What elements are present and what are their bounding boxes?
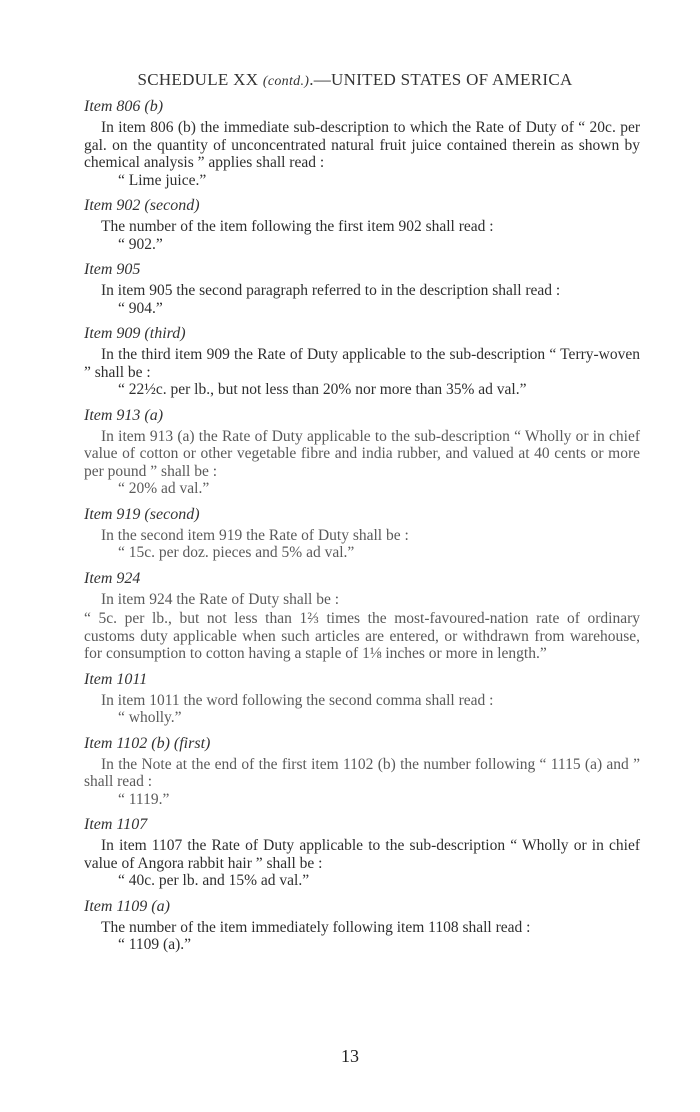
item-quote: “ 22½c. per lb., but not less than 20% nor more than 35% ad val.”: [118, 381, 527, 398]
item-1109a: [84, 897, 640, 954]
item-paragraph: The number of the item immediately following item 1108 shall read :: [101, 918, 531, 936]
item-paragraph: In item 806 (b) the immediate sub-description to which the Rate of Duty of “ 20c. per gal. on the quantity of unconcentrated natural fruit juice contained therein as shown by chemical analysis ” applies shall read :: [84, 119, 640, 171]
item-quote: “ wholly.”: [118, 709, 182, 726]
item-paragraph: In item 924 the Rate of Duty shall be :: [101, 590, 340, 608]
item-924: [84, 569, 640, 663]
item-paragraph: The number of the item following the first item 902 shall read :: [101, 218, 494, 235]
item-heading: Item 1109 (a): [84, 897, 170, 915]
item-paragraph: In item 1011 the word following the second comma shall read :: [101, 691, 494, 709]
header-title-prefix: SCHEDULE XX: [137, 70, 263, 89]
item-heading: Item 924: [84, 569, 141, 587]
item-paragraph: In the Note at the end of the first item 1102 (b) the number following “ 1115 (a) and ” shall read :: [84, 755, 640, 790]
item-heading: Item 902 (second): [84, 197, 200, 214]
item-1102b-first: [84, 734, 640, 809]
item-919-second: [84, 505, 640, 562]
item-quote: “ 20% ad val.”: [118, 480, 210, 497]
item-paragraph: In the third item 909 the Rate of Duty applicable to the sub-description “ Terry-woven ” shall be :: [84, 346, 640, 381]
item-806b: [84, 97, 640, 189]
item-quote-block: “ 5c. per lb., but not less than 1⅔ times the most-favoured-nation rate of ordinary customs duty applicable when such articles are entered, or withdrawn from warehouse, for consumption to cotton having a staple of 1⅛ inches or more in length.”: [84, 610, 640, 662]
item-heading: Item 919 (second): [84, 505, 200, 523]
item-heading: Item 1011: [84, 670, 148, 688]
item-heading: Item 1107: [84, 816, 148, 833]
item-quote: “ 1109 (a).”: [118, 936, 192, 953]
item-heading: Item 905: [84, 261, 141, 278]
item-quote: “ 904.”: [118, 299, 163, 317]
item-heading: Item 806 (b): [84, 98, 164, 115]
item-902-second: [84, 196, 640, 253]
item-1011: [84, 670, 640, 727]
item-905: [84, 260, 640, 317]
item-paragraph: In the second item 919 the Rate of Duty shall be :: [101, 526, 409, 544]
item-913a: [84, 406, 640, 498]
item-quote: “ 15c. per doz. pieces and 5% ad val.”: [118, 544, 355, 561]
item-heading: Item 909 (third): [84, 325, 186, 342]
item-quote: “ 902.”: [118, 235, 163, 253]
item-paragraph: In item 913 (a) the Rate of Duty applicable to the sub-description “ Wholly or in chief value of cotton or other vegetable fibre and india rubber, and valued at 40 cents or more per pound ” shall be :: [84, 427, 640, 480]
page-header: [90, 70, 620, 90]
item-quote: “ 1119.”: [118, 790, 170, 808]
page-number: 13: [341, 1046, 359, 1066]
item-quote: “ 40c. per lb. and 15% ad val.”: [118, 872, 310, 889]
item-1107: [84, 815, 640, 890]
item-paragraph: In item 1107 the Rate of Duty applicable to the sub-description “ Wholly or in chief value of Angora rabbit hair ” shall be :: [84, 837, 640, 872]
item-quote: “ Lime juice.”: [118, 171, 207, 189]
item-909-third: [84, 324, 640, 399]
header-title-contd: (contd.): [262, 74, 310, 89]
item-heading: Item 913 (a): [84, 406, 164, 424]
item-paragraph: In item 905 the second paragraph referred to in the description shall read :: [101, 282, 561, 299]
schedule-content: [84, 97, 640, 961]
header-title-suffix: .—UNITED STATES OF AMERICA: [309, 70, 573, 89]
item-heading: Item 1102 (b) (first): [84, 734, 211, 752]
